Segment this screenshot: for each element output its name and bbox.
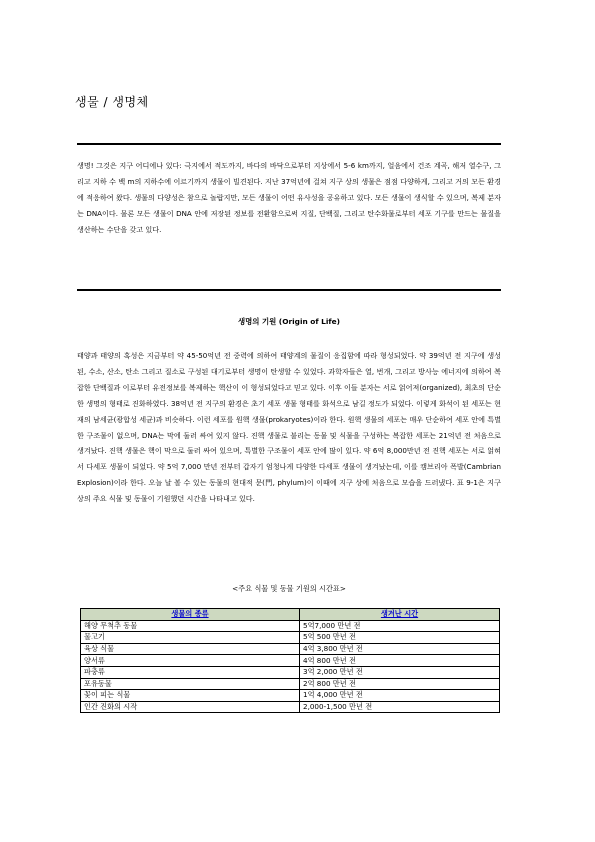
time-cell: 5억 500 만년 전 — [300, 632, 500, 644]
table-row — [81, 678, 500, 690]
page-title: 생물 / 생명체 — [75, 95, 149, 109]
origin-timeline-table — [80, 608, 500, 713]
organism-cell: 인간 진화의 시작 — [81, 701, 300, 713]
organism-cell: 해양 무척추 동물 — [81, 620, 300, 632]
organism-cell: 파충류 — [81, 666, 300, 678]
time-cell: 4억 3,800 만년 전 — [300, 643, 500, 655]
table-row — [81, 666, 500, 678]
table-header-row — [81, 609, 500, 621]
table-row — [81, 701, 500, 713]
table-row — [81, 690, 500, 702]
table-row — [81, 620, 500, 632]
table-caption: <주요 식물 및 동물 기원의 시간표> — [232, 584, 346, 593]
column-header-time: 생겨난 시간 — [300, 609, 500, 621]
time-cell: 2억 800 만년 전 — [300, 678, 500, 690]
time-cell: 5억7,000 만년 전 — [300, 620, 500, 632]
organism-cell: 물고기 — [81, 632, 300, 644]
time-cell: 2,000-1,500 만년 전 — [300, 701, 500, 713]
time-cell: 1억 4,000 만년 전 — [300, 690, 500, 702]
table-row — [81, 655, 500, 667]
organism-cell: 포유동물 — [81, 678, 300, 690]
table-row — [81, 632, 500, 644]
intro-paragraph: 생명! 그것은 지구 어디에나 있다: 극지에서 적도까지, 바다의 바닥으로부터 지상에서 5-6 km까지, 얼음에서 건조 계곡, 해저 열수구, 그리고 지하 수 백 m의 지하수에 이르기까지 생물이 빌견된다. 지난 37억년에 걸쳐 지구 상의 생물은 점점 다양하게, 그리고 거의 모든 환경에 적응하여 왔다. 생물의 다양성은 참으로 놀랍지만, 모든 생물이 어떤 유사성을 공유하고 있다. 모든 생물이 생식할 수 있으며, 복제 분자는 DNA이다. 물론 모든 생물이 DNA 안에 저장된 정보를 전환함으로써 지질, 단백질, 그리고 탄수화물로부터 세포 기구를 만드는 물질을 생산하는 수단을 갖고 있다. — [77, 161, 501, 234]
section-title: 생명의 기원 (Origin of Life) — [237, 317, 341, 326]
time-cell: 3억 2,000 만년 전 — [300, 666, 500, 678]
organism-cell: 꽃이 피는 식물 — [81, 690, 300, 702]
origin-paragraph: 태양과 태양의 혹성은 지금부터 약 45-50억년 전 중력에 의하여 태양계의 물질이 응집함에 따라 형성되었다. 약 39억년 전 지구에 생성된, 수소, 산소, 탄소 그리고 질소로 구성된 대기로부터 생명이 탄생할 수 있었다. 과학자들은 열, 번개, 그리고 방사능 에너지에 의하여 복잡한 단백질과 이로부터 유전정보를 복제하는 핵산이 이 형성되었다고 믿고 있다. 이후 이들 분자는 서로 얽어져(organized), 최초의 단순한 생명의 형태로 진화하였다. 38억년 전 지구의 환경은 초기 세포 생물 형태를 화석으로 남길 정도가 되었다. 이렇게 화석이 된 세포는 현재의 남세균(광합성 세균)과 비슷하다. 이런 세포를 원핵 생물(prokaryotes)이라 한다. 원핵 생물의 세포는 매우 단순하여 세포 안에 특별한 구조물이 없으며, DNA는 막에 둘러 싸여 있지 않다. 진핵 생물로 불리는 동물 및 식물을 구성하는 복잡한 세포는 21억년 전 처음으로 생겨났다. 진핵 생물은 핵이 막으로 둘러 싸여 있으며, 특별한 구조물이 세포 안에 많이 있다. 약 6억 8,000만년 전 진핵 세포는 서로 얽혀서 다세포 생물이 되었다. 약 5억 7,000 만년 전부터 갑자기 엄청나게 다양한 다세포 생물이 생겨났는데, 이를 캠브리아 폭발(Cambrian Explosion)이라 한다. 오늘 날 볼 수 있는 동물의 현대적 문(門, phylum)이 이때에 지구 상에 처음으로 모습을 드러냈다. 표 9-1은 지구 상의 주요 식물 및 동물이 기원했던 시간을 나타내고 있다. — [77, 351, 501, 504]
header-divider — [77, 143, 501, 145]
organism-cell: 양서류 — [81, 655, 300, 667]
time-cell: 4억 800 만년 전 — [300, 655, 500, 667]
column-header-organism: 생물의 종류 — [81, 609, 300, 621]
section-divider — [77, 289, 501, 291]
table-row — [81, 643, 500, 655]
organism-cell: 육상 식물 — [81, 643, 300, 655]
